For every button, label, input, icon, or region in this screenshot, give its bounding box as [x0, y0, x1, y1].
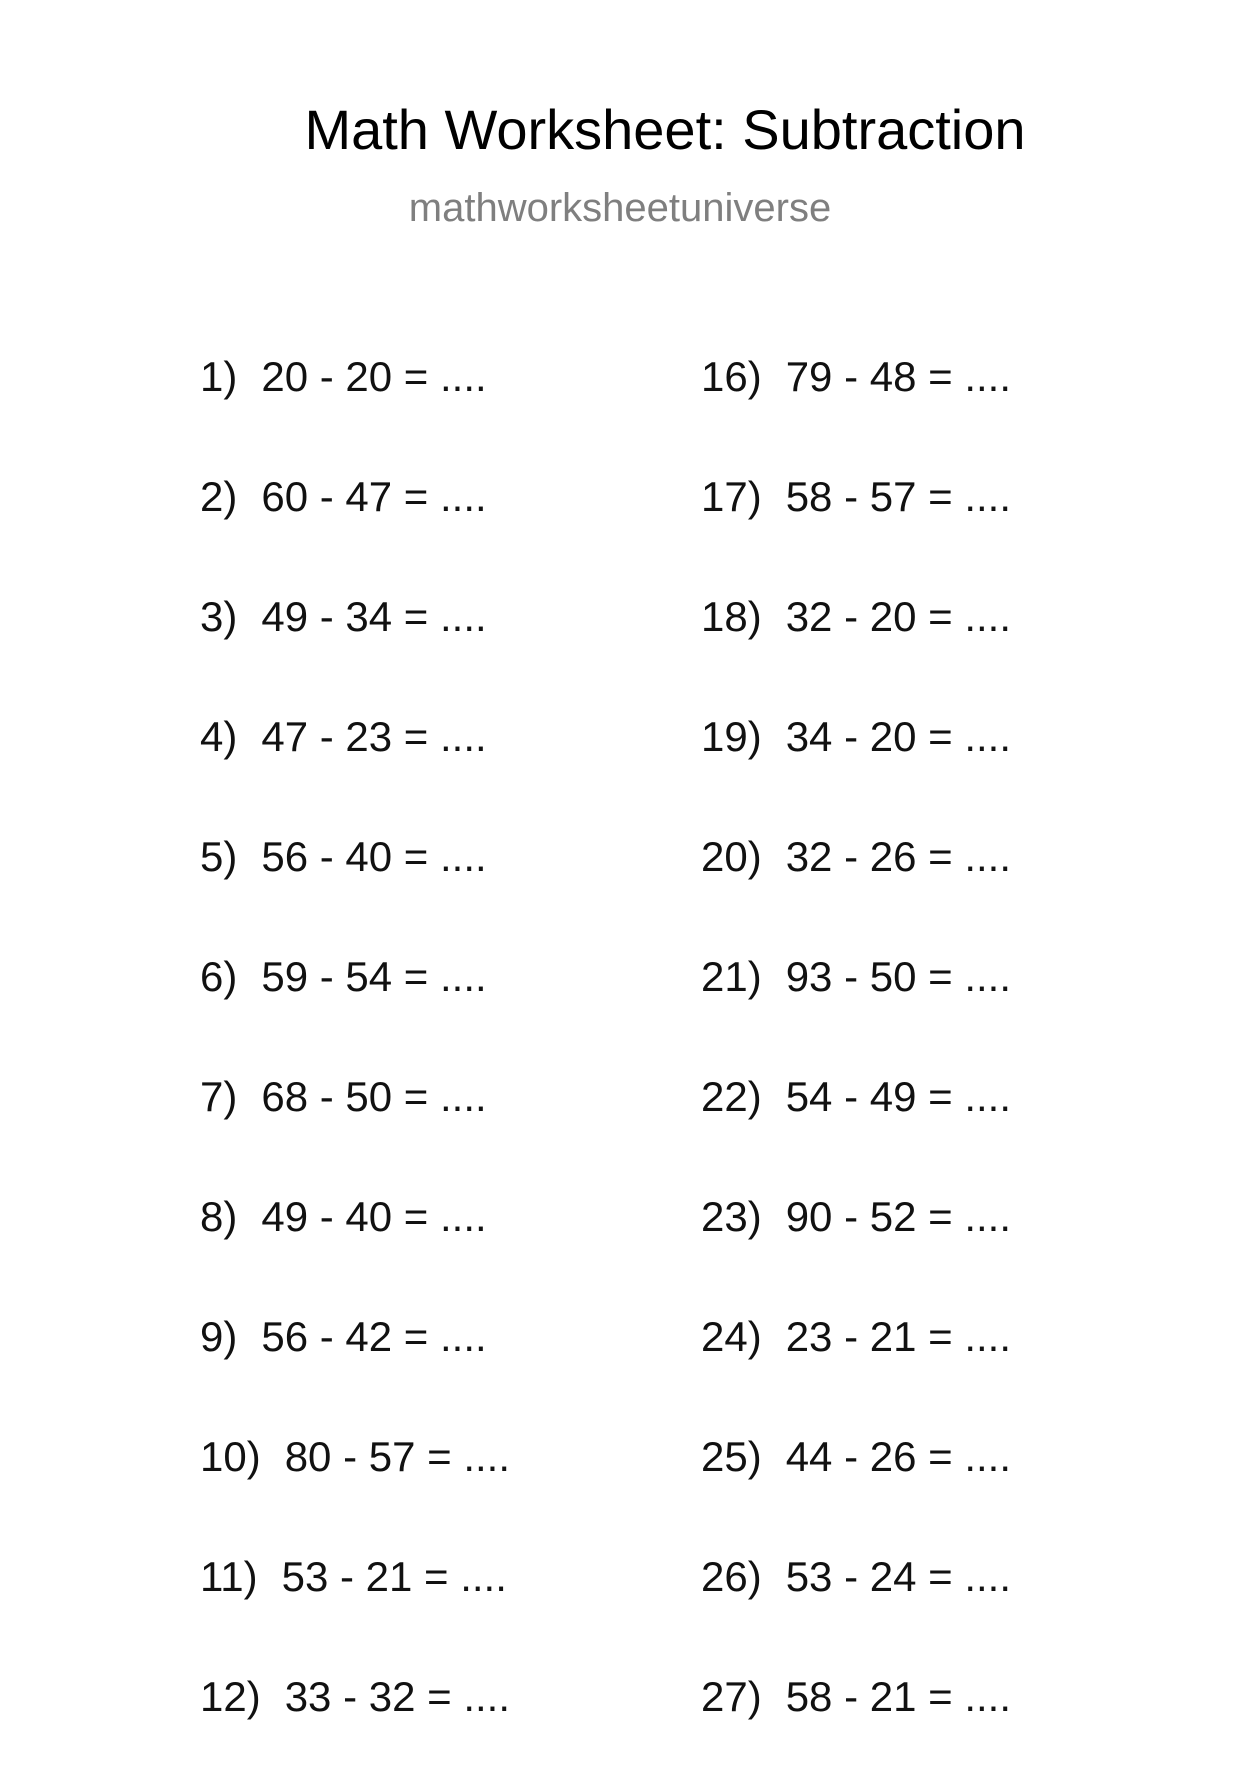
problem-expression: 58 - 57 = ....: [785, 473, 1012, 520]
problem-19: [701, 705, 1011, 825]
problem-number: 12): [200, 1673, 261, 1720]
problem-number: 1): [200, 353, 238, 400]
problem-number: 2): [200, 473, 238, 520]
problem-expression: 32 - 26 = ....: [785, 833, 1012, 880]
problem-expression: 23 - 21 = ....: [785, 1313, 1012, 1360]
problem-expression: 32 - 20 = ....: [785, 593, 1012, 640]
problem-9: [200, 1305, 510, 1425]
problem-expression: 56 - 40 = ....: [261, 833, 487, 880]
problem-number: 7): [200, 1073, 238, 1120]
problem-number: 11): [200, 1553, 258, 1600]
problem-expression: 79 - 48 = ....: [785, 353, 1012, 400]
problem-20: [701, 825, 1011, 945]
problem-26: [701, 1545, 1011, 1665]
problem-expression: 20 - 20 = ....: [261, 353, 487, 400]
problem-4: [200, 705, 510, 825]
problem-expression: 93 - 50 = ....: [785, 953, 1012, 1000]
problem-21: [701, 945, 1011, 1065]
problem-2: [200, 465, 510, 585]
problem-expression: 34 - 20 = ....: [785, 713, 1012, 760]
problem-10: [200, 1425, 510, 1545]
problem-expression: 33 - 32 = ....: [284, 1673, 511, 1720]
problem-number: 9): [200, 1313, 238, 1360]
problem-number: 21): [701, 953, 762, 1000]
problem-number: 16): [701, 353, 762, 400]
problem-number: 5): [200, 833, 238, 880]
problem-number: 22): [701, 1073, 762, 1120]
problem-number: 4): [200, 713, 238, 760]
problem-number: 3): [200, 593, 238, 640]
problem-number: 18): [701, 593, 762, 640]
problem-5: [200, 825, 510, 945]
problem-column-right: [701, 345, 1011, 1785]
problem-number: 25): [701, 1433, 762, 1480]
problem-3: [200, 585, 510, 705]
problem-number: 26): [701, 1553, 762, 1600]
problem-expression: 59 - 54 = ....: [261, 953, 487, 1000]
problem-18: [701, 585, 1011, 705]
page-subtitle: mathworksheetuniverse: [408, 186, 832, 230]
problem-22: [701, 1065, 1011, 1185]
problem-6: [200, 945, 510, 1065]
problem-expression: 60 - 47 = ....: [261, 473, 487, 520]
problem-number: 8): [200, 1193, 238, 1240]
problem-expression: 68 - 50 = ....: [261, 1073, 487, 1120]
problem-number: 6): [200, 953, 238, 1000]
problem-expression: 56 - 42 = ....: [261, 1313, 487, 1360]
problem-expression: 80 - 57 = ....: [284, 1433, 511, 1480]
problem-number: 27): [701, 1673, 762, 1720]
problem-11: [200, 1545, 510, 1665]
problem-expression: 47 - 23 = ....: [261, 713, 487, 760]
problem-number: 24): [701, 1313, 762, 1360]
problem-number: 17): [701, 473, 762, 520]
problem-number: 19): [701, 713, 762, 760]
problem-27: [701, 1665, 1011, 1785]
problem-8: [200, 1185, 510, 1305]
problem-expression: 49 - 40 = ....: [261, 1193, 487, 1240]
problem-number: 20): [701, 833, 762, 880]
problem-25: [701, 1425, 1011, 1545]
problem-expression: 58 - 21 = ....: [785, 1673, 1012, 1720]
problem-expression: 53 - 21 = ....: [281, 1553, 507, 1600]
problem-expression: 53 - 24 = ....: [785, 1553, 1012, 1600]
problem-expression: 54 - 49 = ....: [785, 1073, 1012, 1120]
problem-16: [701, 345, 1011, 465]
problem-1: [200, 345, 510, 465]
problem-number: 10): [200, 1433, 261, 1480]
problem-24: [701, 1305, 1011, 1425]
problem-12: [200, 1665, 510, 1785]
problem-number: 23): [701, 1193, 762, 1240]
problem-17: [701, 465, 1011, 585]
page-title: Math Worksheet: Subtraction: [304, 98, 1026, 161]
problem-expression: 44 - 26 = ....: [785, 1433, 1012, 1480]
problem-expression: 90 - 52 = ....: [785, 1193, 1012, 1240]
problem-23: [701, 1185, 1011, 1305]
problem-column-left: [200, 345, 510, 1785]
problem-expression: 49 - 34 = ....: [261, 593, 487, 640]
problem-7: [200, 1065, 510, 1185]
